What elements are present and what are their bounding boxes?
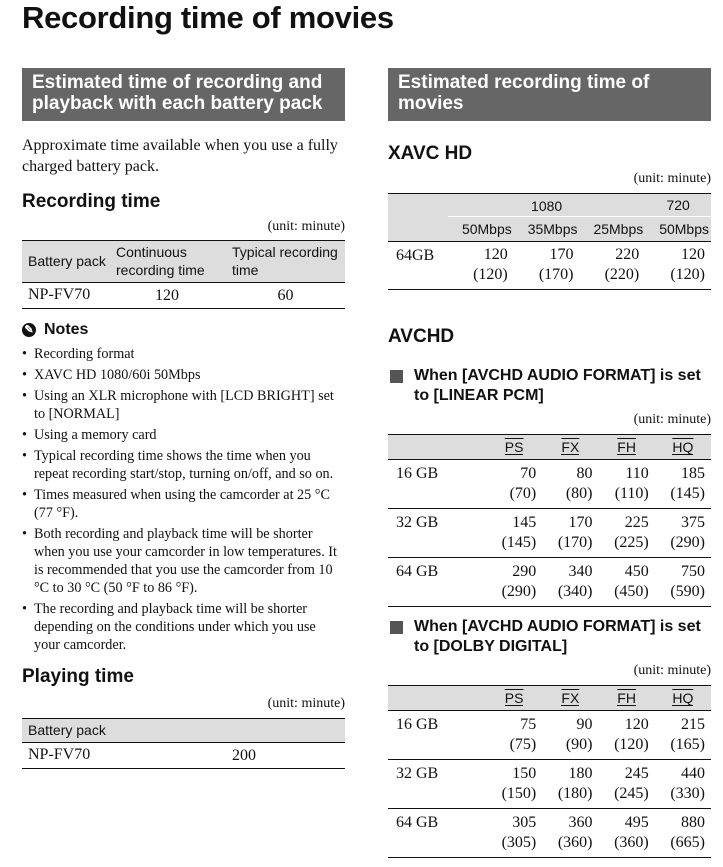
- dolby-title: When [AVCHD AUDIO FORMAT] is set to [DOLBY DIGITAL]: [388, 617, 711, 657]
- notes-heading: [22, 321, 345, 339]
- header-typical: Typical recording time: [226, 241, 345, 283]
- note-item: • Typical recording time shows the time when you repeat recording start/stop, turning on/off, and so on.: [22, 447, 345, 483]
- note-item: • Recording format: [22, 345, 345, 363]
- xavc-heading: XAVC HD: [388, 143, 473, 164]
- table-row: 32 GB 150 (150) 180 (180) 245 (245) 440 (330): [388, 760, 711, 809]
- playing-unit: (unit: minute): [267, 696, 345, 711]
- table-row: 64 GB 290 (290) 340 (340) 450 (450) 750 (590): [396, 563, 705, 600]
- note-item: • Using an XLR microphone with [LCD BRIGHT] set to [NORMAL]: [22, 387, 345, 423]
- xavc-group-1080: 1080: [448, 194, 645, 217]
- xavc-cell: 120 (120): [473, 246, 508, 283]
- pcm-table: [388, 434, 711, 607]
- right-banner: Estimated recording time of movies: [388, 68, 711, 121]
- note-item: • Times measured when using the camcorder at 25 °C (77 °F).: [22, 486, 345, 522]
- playing-header-battery: Battery pack: [22, 719, 345, 743]
- xavc-unit: (unit: minute): [633, 171, 711, 186]
- recording-unit: (unit: minute): [267, 219, 345, 234]
- header-continuous: Continuous recording time: [108, 241, 226, 283]
- recording-time-heading: Recording time: [22, 191, 161, 212]
- recording-row-continuous: 120: [155, 286, 179, 304]
- xavc-rate: 50Mbps: [448, 217, 514, 242]
- recording-row-pack: NP-FV70: [28, 286, 91, 303]
- notes-list: [22, 345, 345, 654]
- xavc-group-720: 720: [645, 194, 711, 217]
- left-banner: Estimated time of recording and playback with each battery pack: [22, 68, 345, 121]
- avchd-heading: AVCHD: [388, 326, 455, 347]
- notes-icon: ✎: [22, 323, 36, 337]
- page-title: Recording time of movies: [22, 0, 394, 35]
- dolby-section: [388, 617, 711, 858]
- table-row: 32 GB 145 (145) 170 (170) 225 (225) 375 (290): [388, 509, 711, 558]
- right-column: [388, 68, 711, 858]
- dolby-table: [388, 685, 711, 858]
- mode-hq: $\overline{HQ}$: [655, 435, 711, 460]
- playing-time-heading: Playing time: [22, 666, 134, 687]
- recording-row-typical: 60: [277, 286, 294, 304]
- note-item: • The recording and playback time will be shorter depending on the conditions under which you use your camcorder.: [22, 600, 345, 654]
- mode-fx: $\overline{FX}$: [542, 686, 598, 711]
- note-item: • Both recording and playback time will be shorter when you use your camcorder in low temperatures. It is recommended that you use the camcorder from 10 °C to 30 °C (50 °F to 86 °F).: [22, 525, 345, 597]
- left-column: [22, 68, 345, 769]
- playing-table: [22, 718, 345, 769]
- xavc-cell: 170 (170): [538, 246, 574, 283]
- recording-table: [22, 240, 345, 309]
- mode-fh: $\overline{FH}$: [599, 686, 655, 711]
- xavc-rate: 25Mbps: [580, 217, 646, 242]
- table-row: 16 GB 75 (75) 90 (90) 120 (120) 215 (165): [388, 711, 711, 760]
- note-item: • Using a memory card: [22, 426, 345, 444]
- intro-text: Approximate time available when you use a fully charged battery pack.: [22, 137, 338, 175]
- pcm-unit: (unit: minute): [633, 412, 711, 427]
- mode-fh: $\overline{FH}$: [599, 435, 655, 460]
- note-item: • XAVC HD 1080/60i 50Mbps: [22, 366, 345, 384]
- playing-row-pack: NP-FV70: [28, 746, 91, 763]
- xavc-rate: 50Mbps: [645, 217, 711, 242]
- mode-fx: $\overline{FX}$: [542, 435, 598, 460]
- pcm-section: [388, 366, 711, 607]
- mode-ps: $\overline{PS}$: [486, 435, 542, 460]
- mode-ps: $\overline{PS}$: [486, 686, 542, 711]
- table-row: 16 GB 70 (70) 80 (80) 110 (110) 185 (145): [388, 460, 711, 509]
- mode-hq: $\overline{HQ}$: [655, 686, 711, 711]
- xavc-rate: 35Mbps: [514, 217, 580, 242]
- xavc-cell: 220 (220): [604, 246, 640, 283]
- dolby-unit: (unit: minute): [633, 663, 711, 678]
- xavc-table: [388, 193, 711, 290]
- pcm-title: When [AVCHD AUDIO FORMAT] is set to [LINEAR PCM]: [388, 366, 711, 406]
- header-battery-pack: Battery pack: [22, 241, 108, 283]
- table-row: 64 GB 305 (305) 360 (360) 495 (360) 880 (665): [396, 814, 705, 851]
- xavc-row-label: 64GB: [396, 247, 435, 264]
- notes-heading-label: Notes: [44, 321, 89, 338]
- xavc-cell: 120 (120): [670, 246, 705, 283]
- playing-row-value: 200: [232, 746, 256, 764]
